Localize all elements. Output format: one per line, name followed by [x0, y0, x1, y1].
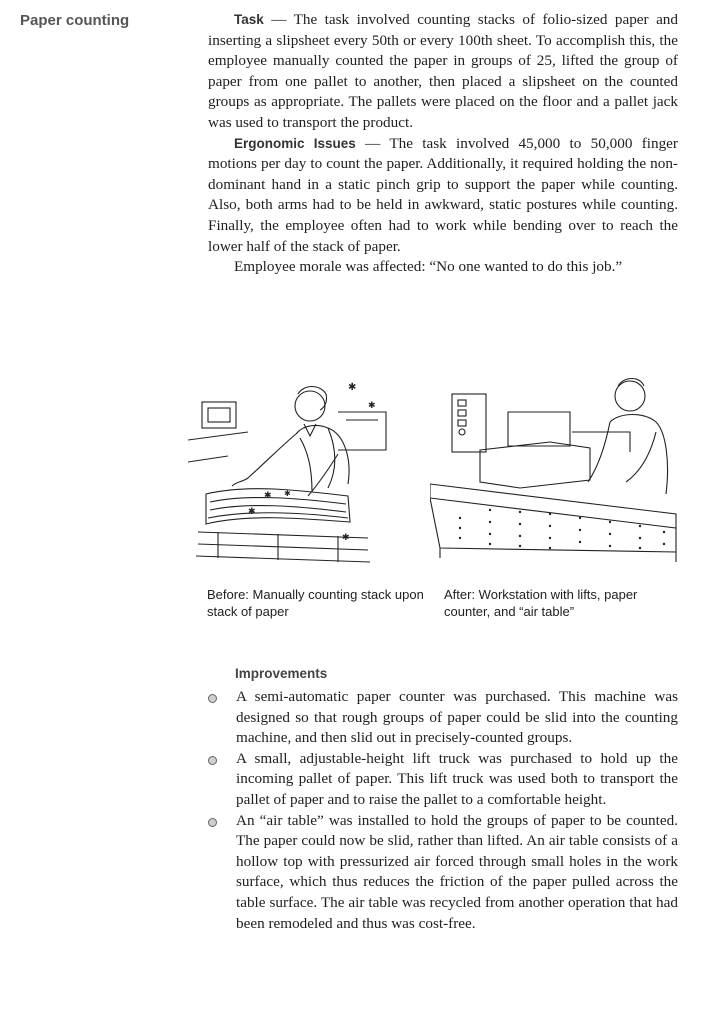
after-caption: After: Workstation with lifts, paper counter, and “air table”: [444, 587, 638, 619]
svg-text:✱: ✱: [368, 401, 376, 411]
bullet-icon: [208, 818, 217, 827]
task-dash: —: [263, 11, 294, 28]
list-item: [208, 749, 678, 811]
section-title: Paper counting: [20, 12, 130, 29]
svg-text:✱: ✱: [348, 382, 357, 393]
body-text: [208, 10, 678, 278]
ergonomic-heading: Ergonomic Issues: [234, 135, 356, 151]
svg-text:✱: ✱: [284, 489, 291, 498]
task-heading: Task: [234, 12, 264, 27]
list-item-text: A small, adjustable-height lift truck was purchased to hold up the incoming pallet of paper. This lift truck was used both to transport the pallet of paper and to raise the pallet to a comfortable height.: [236, 749, 678, 808]
improvements-list: [208, 687, 678, 934]
ergonomic-paragraph: [208, 134, 678, 258]
svg-text:✱: ✱: [342, 533, 350, 543]
list-item: [208, 687, 678, 749]
improvements-heading: Improvements: [235, 666, 328, 681]
svg-text:✱: ✱: [264, 491, 272, 501]
bullet-icon: [208, 756, 217, 765]
morale-paragraph: Employee morale was affected: “No one wanted to do this job.”: [234, 258, 623, 276]
after-illustration: [430, 372, 686, 564]
bullet-icon: [208, 694, 217, 703]
list-item: [208, 811, 678, 935]
before-caption: Before: Manually counting stack upon stack of paper: [207, 587, 424, 619]
before-illustration: [188, 372, 398, 564]
list-item-text: An “air table” was installed to hold the groups of paper to be counted. The paper could now be slid, rather than lifted. An air table consists of a hollow top with pressurized air forced through small holes in the work surface, which thus reduces the friction of the paper pulled across the table surface. The air table was recycled from another operation that had been remodeled and thus was cost-free.: [236, 811, 678, 932]
list-item-text: A semi-automatic paper counter was purchased. This machine was designed so that rough groups of paper could be slid into the counting machine, and then slid out in precisely-counted groups.: [236, 688, 678, 747]
task-text: The task involved counting stacks of folio-sized paper and inserting a slipsheet every 50th or every 100th sheet. To accomplish this, the employee manually counted the paper in groups of 25, lifted the group of paper from one pallet to another, then placed a slipsheet on the counted groups as appropriate. The pallets were placed on the floor and a pallet jack was used to transport the product.: [208, 11, 678, 131]
task-paragraph: [208, 10, 678, 134]
ergonomic-text: The task involved 45,000 to 50,000 finger motions per day to count the paper. Additionally, it required holding the non-dominant hand in a static pinch grip to support the paper while counting. Also, both arms had to be held in awkward, static postures while counting. Finally, the employee often had to work while bending over to reach the lower half of the stack of paper.: [208, 134, 678, 255]
ergonomic-dash: —: [355, 134, 390, 152]
svg-text:✱: ✱: [248, 507, 256, 517]
